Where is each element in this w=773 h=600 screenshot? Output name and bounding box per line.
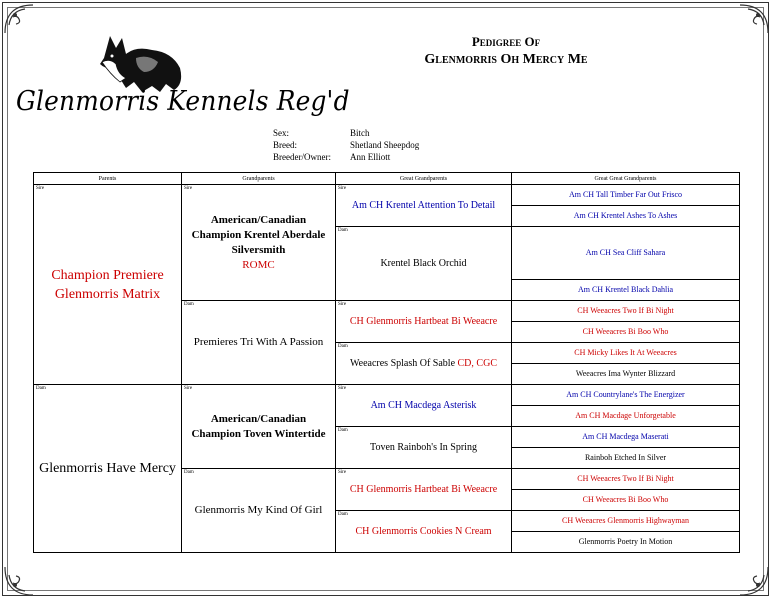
column-header-great-great-grandparents: Great Great Grandparents bbox=[512, 173, 740, 185]
dam-label: Dam bbox=[184, 302, 194, 308]
grandparent-name: Glenmorris My Kind Of Girl bbox=[194, 504, 323, 517]
parent-dam-name: Glenmorris Have Mercy bbox=[39, 461, 176, 477]
ancestor-name: Am CH Macdage Unforgetable bbox=[512, 406, 740, 427]
ancestor-name: CH Weeacres Bi Boo Who bbox=[512, 322, 740, 343]
corner-ornament-icon bbox=[734, 3, 770, 39]
ancestor-name: CH Weeacres Two If Bi Night bbox=[512, 469, 740, 490]
great-grandparent-name: CH Glenmorris Hartbeat Bi Weeacre bbox=[349, 316, 498, 328]
title-block bbox=[390, 34, 622, 68]
title-pedigree-of: Pedigree Of bbox=[471, 34, 541, 49]
dam-label: Dam bbox=[184, 470, 194, 476]
parent-dam-cell bbox=[34, 385, 182, 553]
dam-label: Dam bbox=[338, 428, 348, 434]
great-grandparent-name: CH Glenmorris Cookies N Cream bbox=[355, 525, 492, 537]
column-header-parents: Parents bbox=[34, 173, 182, 185]
ancestor-name: Glenmorris Poetry In Motion bbox=[512, 531, 740, 552]
dam-label: Dam bbox=[36, 386, 46, 392]
great-grandparent-cell bbox=[336, 510, 512, 552]
grandparent-cell bbox=[182, 385, 336, 469]
great-grandparent-cell bbox=[336, 226, 512, 300]
great-grandparent-cell bbox=[336, 343, 512, 385]
dam-label: Dam bbox=[338, 227, 348, 233]
corner-ornament-icon bbox=[3, 3, 39, 39]
grandparent-cell bbox=[182, 301, 336, 385]
grandparent-name: Premieres Tri With A Passion bbox=[193, 336, 324, 349]
ancestor-name: Am CH Tall Timber Far Out Frisco bbox=[512, 185, 740, 206]
corner-ornament-icon bbox=[734, 561, 770, 597]
great-grandparent-cell bbox=[336, 185, 512, 227]
grandparent-cell bbox=[182, 469, 336, 553]
grandparent-cell bbox=[182, 185, 336, 301]
sire-label: Sire bbox=[338, 302, 347, 308]
grandparent-name: American/Canadian Champion Krentel Aberdale Silversmith bbox=[191, 213, 326, 256]
dog-name-title: Glenmorris Oh Mercy Me bbox=[424, 52, 588, 67]
sire-label: Sire bbox=[338, 470, 347, 476]
column-header-grandparents: Grandparents bbox=[182, 173, 336, 185]
grandparent-name: American/Canadian Champion Toven Wintertide bbox=[191, 412, 326, 440]
column-header-great-grandparents: Great Grandparents bbox=[336, 173, 512, 185]
sire-label: Sire bbox=[184, 386, 193, 392]
kennel-name: Glenmorris Kennels Reg'd bbox=[16, 86, 350, 117]
sire-label: Sire bbox=[338, 186, 347, 191]
great-grandparent-name: Toven Rainboh's In Spring bbox=[370, 442, 477, 454]
ancestor-name: Am CH Krentel Ashes To Ashes bbox=[512, 205, 740, 226]
dam-label: Dam bbox=[338, 511, 348, 517]
ancestor-name: CH Weeacres Two If Bi Night bbox=[512, 301, 740, 322]
sire-label: Sire bbox=[36, 186, 45, 191]
sire-label: Sire bbox=[184, 186, 193, 191]
ancestor-name: Rainboh Etched In Silver bbox=[512, 448, 740, 469]
great-grandparent-name: Am CH Macdega Asterisk bbox=[370, 400, 477, 412]
info-label: Breeder/Owner: bbox=[273, 152, 331, 162]
great-grandparent-cell bbox=[336, 469, 512, 511]
great-grandparent-name: Weeacres Splash Of Sable bbox=[350, 358, 456, 370]
great-grandparent-name: CH Glenmorris Hartbeat Bi Weeacre bbox=[349, 484, 498, 495]
parent-sire-cell bbox=[34, 185, 182, 385]
ancestor-name: Am CH Sea Cliff Sahara bbox=[512, 226, 740, 279]
ancestor-name: CH Weeacres Glenmorris Highwayman bbox=[512, 510, 740, 531]
ancestor-name: CH Micky Likes It At Weeacres bbox=[512, 343, 740, 364]
info-value: Shetland Sheepdog bbox=[350, 140, 420, 150]
great-grandparent-name: Krentel Black Orchid bbox=[380, 258, 467, 270]
info-label: Sex: bbox=[273, 128, 290, 138]
pedigree-table bbox=[33, 172, 740, 553]
ancestor-name: CH Weeacres Bi Boo Who bbox=[512, 490, 740, 511]
ancestor-name: Am CH Krentel Black Dahlia bbox=[512, 280, 740, 301]
dog-info bbox=[273, 127, 419, 163]
title-suffix: CGC bbox=[476, 358, 497, 370]
great-grandparent-cell bbox=[336, 427, 512, 469]
great-grandparent-name: Am CH Krentel Attention To Detail bbox=[351, 199, 496, 211]
info-label: Breed: bbox=[273, 140, 297, 150]
corner-ornament-icon bbox=[3, 561, 39, 597]
title-suffix: ROMC bbox=[242, 258, 275, 271]
title-suffix: CD, bbox=[457, 358, 474, 370]
great-grandparent-cell bbox=[336, 385, 512, 427]
info-value: Bitch bbox=[350, 128, 370, 138]
parent-sire-name: Champion Premiere Glenmorris Matrix bbox=[51, 267, 164, 302]
ancestor-name: Am CH Macdega Maserati bbox=[512, 427, 740, 448]
ancestor-name: Am CH Countrylane's The Energizer bbox=[512, 385, 740, 406]
info-value: Ann Elliott bbox=[350, 152, 391, 162]
dam-label: Dam bbox=[338, 344, 348, 350]
ancestor-name: Weeacres Ima Wynter Blizzard bbox=[512, 364, 740, 385]
sire-label: Sire bbox=[338, 386, 347, 392]
great-grandparent-cell bbox=[336, 301, 512, 343]
